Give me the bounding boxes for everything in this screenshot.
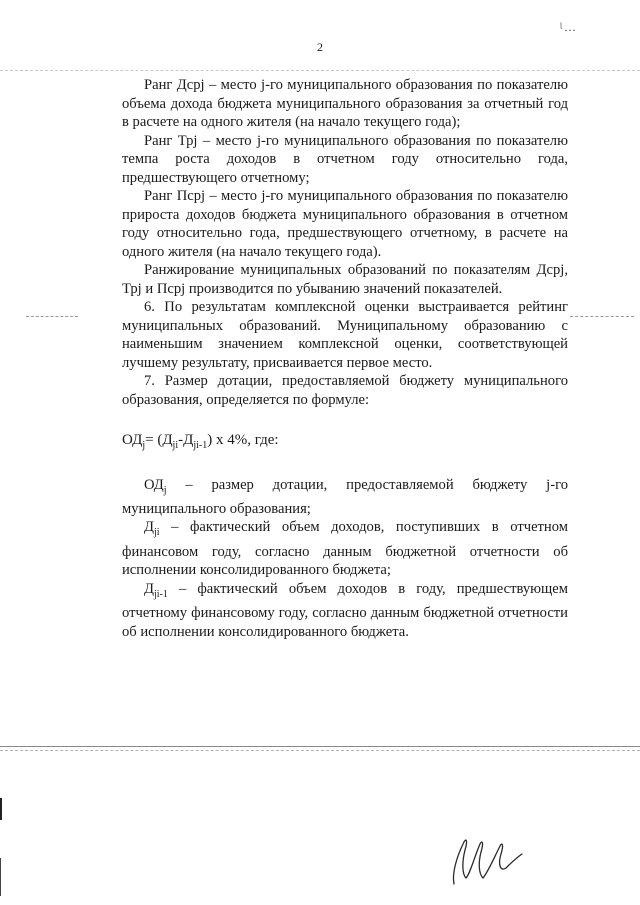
edge-mark-upper: [0, 798, 2, 820]
definition-dji: [122, 518, 568, 579]
definition-odj-text: – размер дотации, предоставляемой бюджету j-го муниципального образования;: [122, 476, 568, 517]
paragraph-item-7: 7. Размер дотации, предоставляемой бюджету муниципального образования, определяется по формуле:: [122, 373, 568, 408]
formula: [122, 431, 568, 456]
page-number: 2: [317, 40, 323, 54]
definition-odj-symbol: ОД: [144, 476, 164, 493]
scan-line-bottom-dashed: [0, 750, 640, 751]
definition-dji-subscript: ji: [153, 527, 160, 539]
paragraph-item-6: 6. По результатам комплексной оценки выстраивается рейтинг муниципальных образований. Муниципальному образованию с наименьшим значением комплексной оценки, соответствующей лучшему результату, присваивается первое место.: [122, 299, 568, 371]
paragraph-rank-psr: Ранг Псрj – место j-го муниципального образования по показателю прироста доходов бюджета муниципального образования в отчетном году относительно года, предшествующего отчетному, в расчете на одного жителя (на начало текущего года).: [122, 188, 568, 260]
definition-odj: [122, 476, 568, 519]
signature-stroke: [453, 840, 522, 884]
definition-dji-1-symbol: Д: [144, 580, 154, 597]
formula-term1-subscript: ji: [172, 440, 179, 451]
paragraph-ranking: Ранжирование муниципальных образований по показателям Дсрj, Трj и Псрj производится по убыванию значений показателей.: [122, 262, 568, 297]
corner-mark: ᶩ…: [560, 20, 578, 34]
margin-stroke-left: [26, 316, 78, 317]
formula-lhs-subscript: j: [142, 440, 146, 451]
formula-term2-subscript: ji-1: [193, 440, 208, 451]
definition-dji-1-subscript: ji-1: [153, 588, 168, 600]
formula-lhs: ОД: [122, 432, 143, 448]
definition-dji-1-text: – фактический объем доходов в году, предшествующем отчетному финансовому году, согласно данным бюджетной отчетности об исполнении консолидированного бюджета.: [122, 580, 568, 640]
formula-tail: ) х 4%, где:: [207, 432, 279, 448]
edge-mark-lower: [0, 858, 1, 896]
formula-minus: -Д: [178, 432, 194, 448]
scan-line-top: [0, 70, 640, 71]
definition-odj-subscript: j: [163, 484, 167, 496]
definition-dji-symbol: Д: [144, 519, 154, 536]
margin-stroke-right: [570, 316, 634, 317]
definition-dji-text: – фактический объем доходов, поступивших в отчетном финансовом году, согласно данным бюджетной отчетности об исполнении консолидированного бюджета;: [122, 519, 568, 579]
formula-open: = (Д: [145, 432, 173, 448]
document-body: [122, 76, 568, 641]
definition-dji-1: [122, 580, 568, 641]
signature: [448, 828, 524, 888]
scan-line-bottom: [0, 746, 640, 747]
paragraph-rank-dsr: Ранг Дсрj – место j-го муниципального образования по показателю объема дохода бюджета муниципального образования за отчетный год в расчете на одного жителя (на начало текущего года);: [122, 77, 568, 130]
paragraph-rank-tr: Ранг Трj – место j-го муниципального образования по показателю темпа роста доходов в отчетном году относительно года, предшествующего отчетному;: [122, 132, 568, 186]
